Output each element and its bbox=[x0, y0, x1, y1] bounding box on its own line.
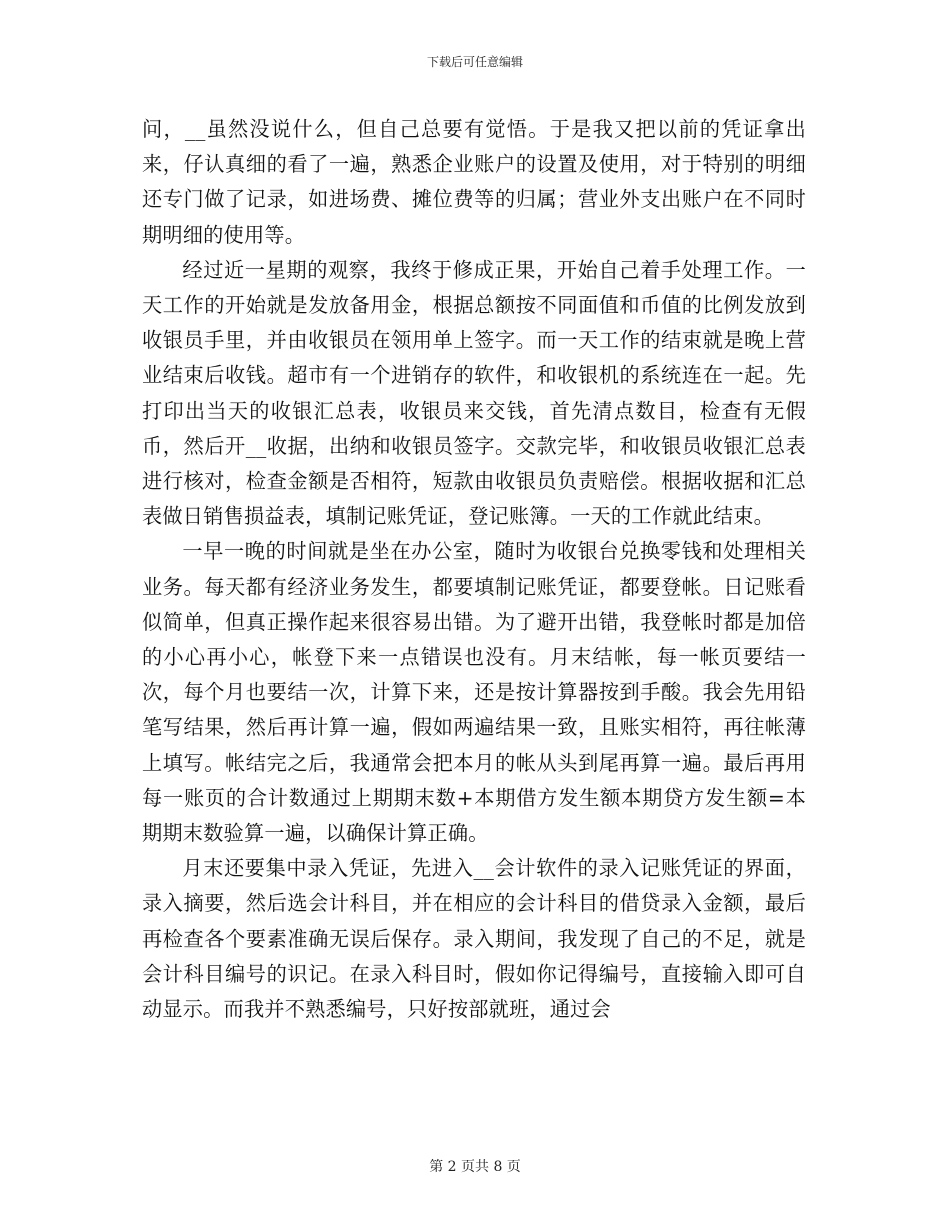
body-text bbox=[142, 112, 806, 1027]
paragraph-2: 经过近一星期的观察，我终于修成正果，开始自己着手处理工作。一天工作的开始就是发放备用金，根据总额按不同面值和币值的比例发放到收银员手里，并由收银员在领用单上签字。而一天工作的结束就是晚上营业结束后收钱。超市有一个进销存的软件，和收银机的系统连在一起。先打印出当天的收银汇总表，收银员来交钱，首先清点数目，检查有无假币，然后开__收据，出纳和收银员签字。交款完毕，和收银员收银汇总表进行核对，检查金额是否相符，短款由收银员负责赔偿。根据收据和汇总表做日销售损益表，填制记账凭证，登记账簿。一天的工作就此结束。 bbox=[142, 257, 806, 529]
paragraph-1: 问，__虽然没说什么，但自己总要有觉悟。于是我又把以前的凭证拿出来，仔认真细的看了一遍，熟悉企业账户的设置及使用，对于特别的明细还专门做了记录，如进场费、摊位费等的归属；营业外支出账户在不同时期明细的使用等。 bbox=[142, 117, 806, 247]
paragraph-3: 一早一晚的时间就是坐在办公室，随时为收银台兑换零钱和处理相关业务。每天都有经济业务发生，都要填制记账凭证，都要登帐。日记账看似简单，但真正操作起来很容易出错。为了避开出错，我登帐时都是加倍的小心再小心，帐登下来一点错误也没有。月末结帐，每一帐页要结一次，每个月也要结一次，计算下来，还是按计算器按到手酸。我会先用铅笔写结果，然后再计算一遍，假如两遍结果一致，且账实相符，再往帐薄上填写。帐结完之后，我通常会把本月的帐从头到尾再算一遍。最后再用每一账页的合计数通过上期期末数+本期借方发生额本期贷方发生额=本期期末数验算一遍，以确保计算正确。 bbox=[142, 539, 806, 846]
paragraph-4: 月末还要集中录入凭证，先进入__会计软件的录入记账凭证的界面，录入摘要，然后选会计科目，并在相应的会计科目的借贷录入金额，最后再检查各个要素准确无误后保存。录入期间，我发现了自己的不足，就是会计科目编号的识记。在录入科目时，假如你记得编号，直接输入即可自动显示。而我并不熟悉编号，只好按部就班，通过会 bbox=[142, 856, 806, 1022]
page-number: 第 2 页共 8 页 bbox=[429, 1159, 521, 1175]
header-note: 下载后可任意编辑 bbox=[426, 55, 523, 69]
